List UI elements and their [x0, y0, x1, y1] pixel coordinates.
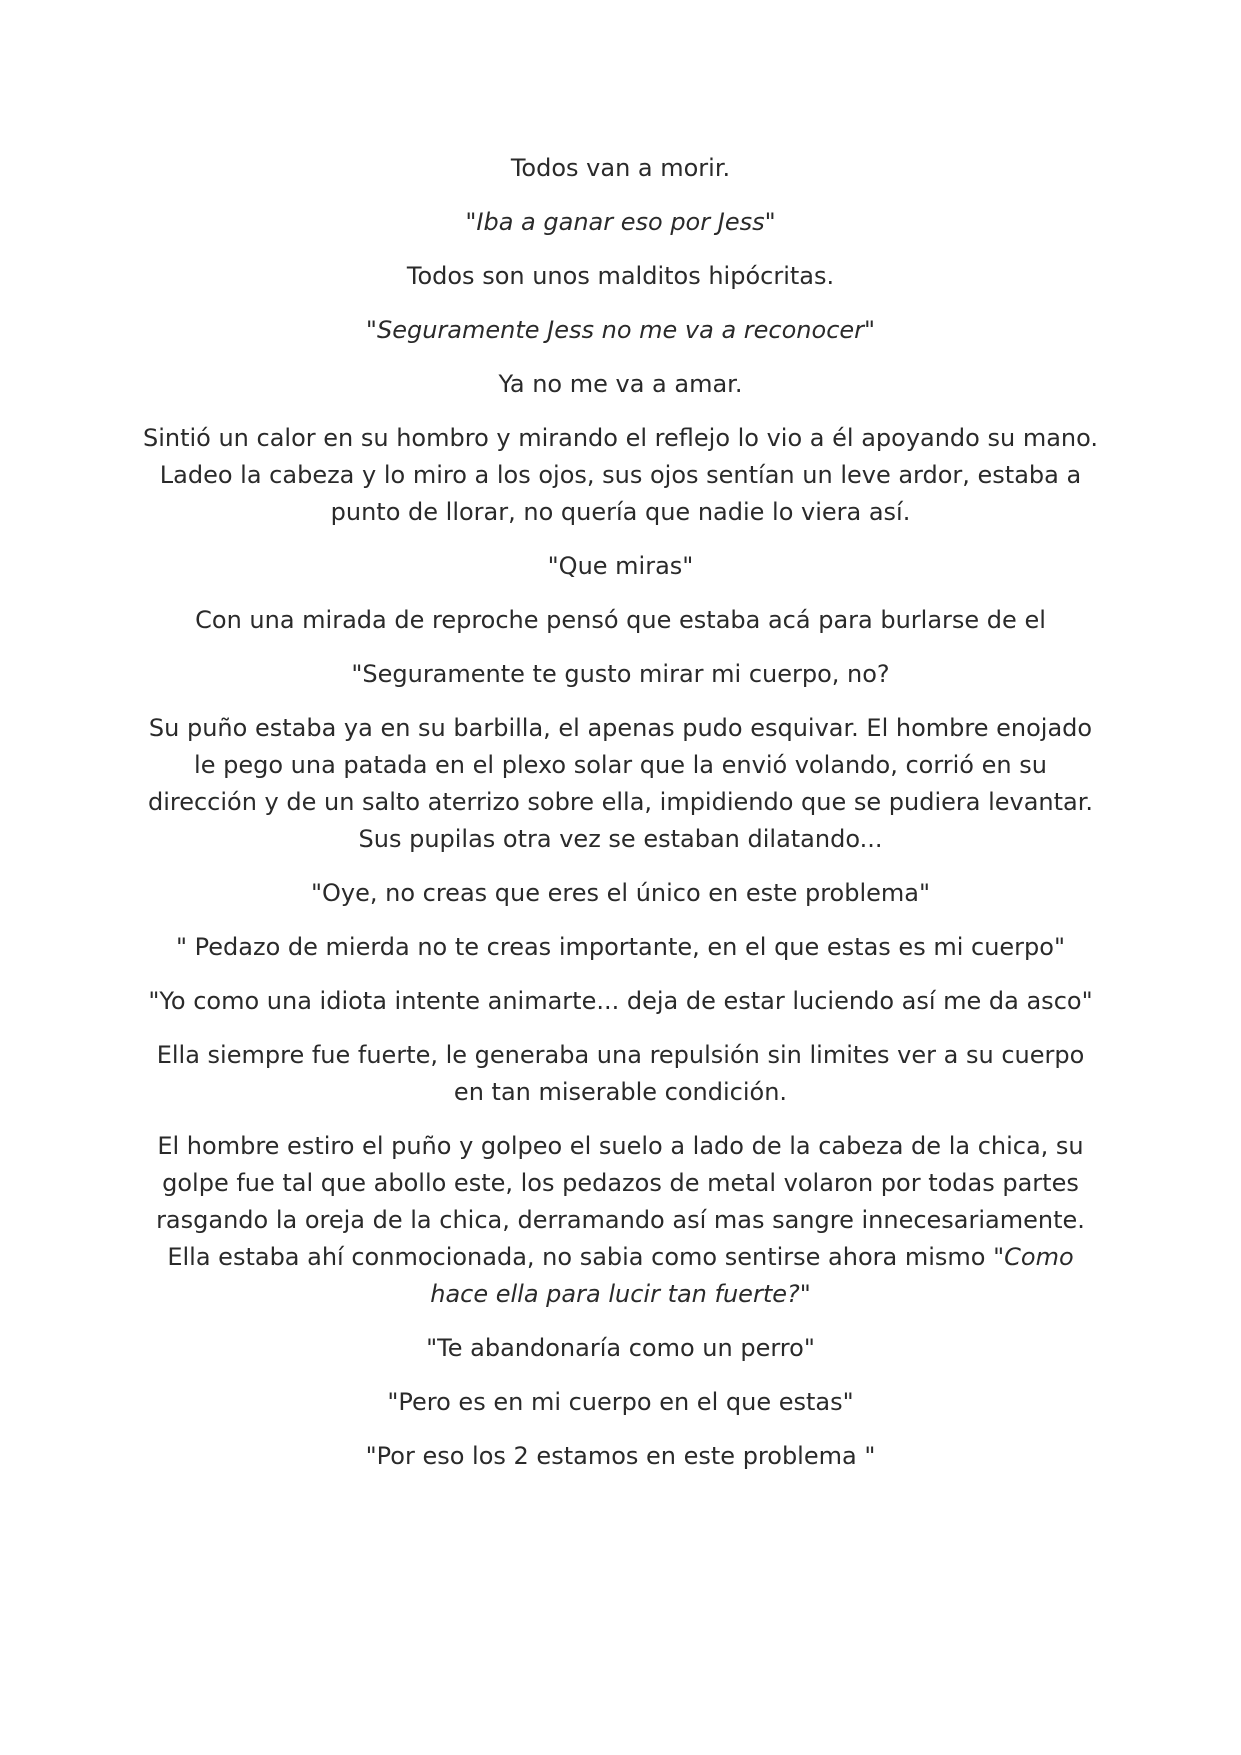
paragraph [140, 1438, 1101, 1475]
text-segment: "Seguramente te gusto mirar mi cuerpo, no? [351, 660, 890, 688]
text-segment: "Yo como una idiota intente animarte... deja de estar luciendo así me da asco" [148, 987, 1093, 1015]
paragraph [140, 875, 1101, 912]
italic-segment: "Iba a ganar eso por Jess" [465, 208, 776, 236]
paragraph [140, 656, 1101, 693]
document-page [140, 150, 1101, 1492]
paragraph [140, 602, 1101, 639]
paragraph [140, 983, 1101, 1020]
text-segment: Sintió un calor en su hombro y mirando el reflejo lo vio a él apoyando su mano. Ladeo la cabeza y lo miro a los ojos, sus ojos sentían un leve ardor, estaba a punto de llorar, no quería que nadie lo viera así. [142, 424, 1099, 526]
italic-segment: "Seguramente Jess no me va a reconocer" [365, 316, 876, 344]
text-segment: " Pedazo de mierda no te creas importante, en el que estas es mi cuerpo" [175, 933, 1066, 961]
paragraph [140, 1384, 1101, 1421]
text-segment: Su puño estaba ya en su barbilla, el apenas pudo esquivar. El hombre enojado le pego una patada en el plexo solar que la envió volando, corrió en su dirección y de un salto aterrizo sobre ella, impidiendo que se pudiera levantar. Sus pupilas otra vez se estaban dilatando... [147, 714, 1094, 853]
paragraph [140, 1330, 1101, 1367]
text-segment: "Te abandonaría como un perro" [426, 1334, 815, 1362]
paragraph [140, 1037, 1101, 1111]
text-segment: Con una mirada de reproche pensó que estaba acá para burlarse de el [195, 606, 1046, 634]
paragraph [140, 929, 1101, 966]
text-segment: "Oye, no creas que eres el único en este problema" [310, 879, 931, 907]
text-segment: El hombre estiro el puño y golpeo el suelo a lado de la cabeza de la chica, su golpe fue tal que abollo este, los pedazos de metal volaron por todas partes rasgando la oreja de la chica, derramando así mas sangre innecesariamente. Ella estaba ahí conmocionada, no sabia como sentirse ahora mismo [156, 1132, 1085, 1271]
paragraph [140, 258, 1101, 295]
paragraph [140, 150, 1101, 187]
text-segment: "Que miras" [547, 552, 694, 580]
text-segment: Todos son unos malditos hipócritas. [406, 262, 835, 290]
text-segment: Ya no me va a amar. [498, 370, 743, 398]
text-segment: "Pero es en mi cuerpo en el que estas" [387, 1388, 854, 1416]
paragraph [140, 1128, 1101, 1313]
paragraph [140, 366, 1101, 403]
text-segment: Todos van a morir. [510, 154, 731, 182]
paragraph [140, 420, 1101, 531]
paragraph [140, 548, 1101, 585]
paragraph [140, 312, 1101, 349]
italic-segment: "Como hace ella para lucir tan fuerte?" [430, 1243, 1074, 1308]
paragraph [140, 204, 1101, 241]
paragraph [140, 710, 1101, 858]
text-segment: "Por eso los 2 estamos en este problema " [365, 1442, 876, 1470]
text-segment: Ella siempre fue fuerte, le generaba una repulsión sin limites ver a su cuerpo en tan miserable condición. [156, 1041, 1085, 1106]
